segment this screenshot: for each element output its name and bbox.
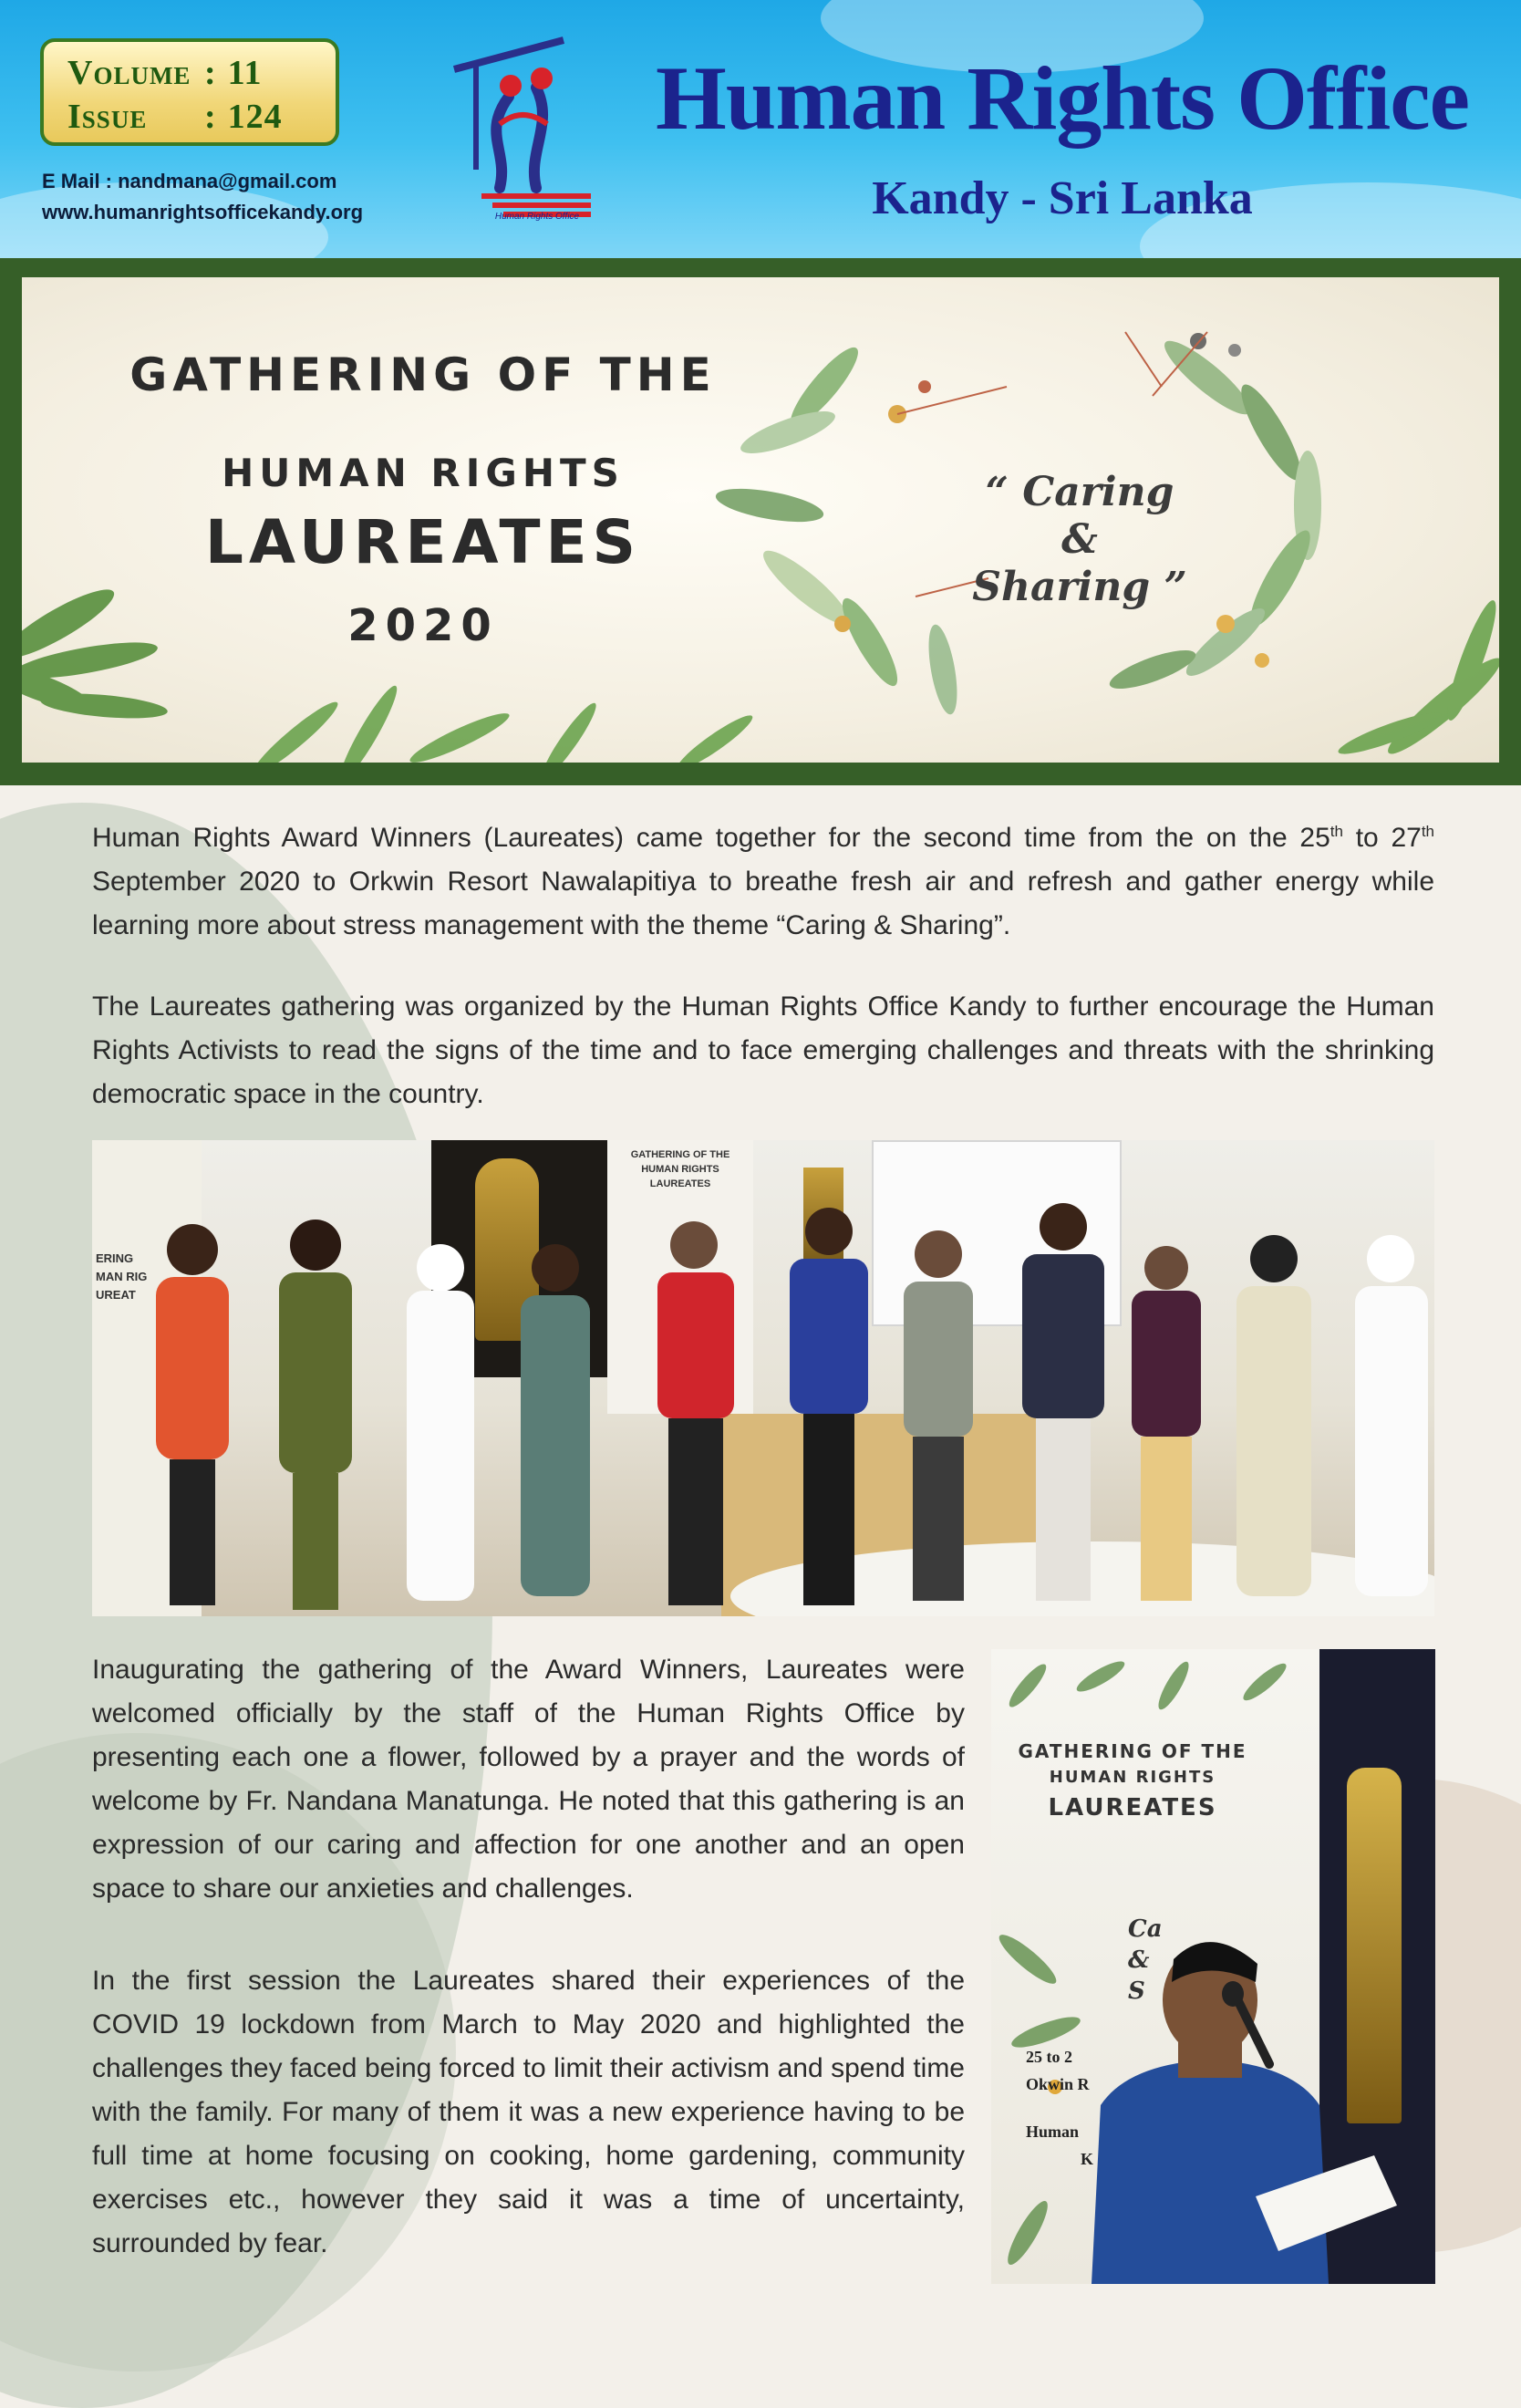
volume-value: 11: [227, 54, 263, 92]
banner-heading-line1: GATHERING OF THE: [129, 348, 717, 401]
standee-text-line: GATHERING OF THE: [1018, 1740, 1247, 1762]
standee-text-line: K: [1081, 2150, 1094, 2168]
volume-row: [67, 53, 263, 93]
contact-website: www.humanrightsofficekandy.org: [42, 201, 364, 223]
banner-theme: [970, 469, 1189, 611]
ordinal-suffix: th: [1421, 823, 1434, 840]
standee-text-line: Ca: [1128, 1915, 1163, 1943]
banner-heading-line2: HUMAN RIGHTS: [222, 451, 625, 495]
contact-email: E Mail : nandmana@gmail.com: [42, 170, 337, 192]
logo-caption: Human Rights Office: [494, 212, 580, 222]
standee-text-line: MAN RIG: [96, 1270, 148, 1283]
newsletter-header: [0, 0, 1521, 258]
standee-text-line: LAUREATES: [1048, 1794, 1217, 1822]
standee-text-line: Okwin R: [1026, 2075, 1090, 2093]
issue-separator: :: [204, 98, 217, 136]
standee-text-line: GATHERING OF THE: [630, 1149, 730, 1160]
people-silhouettes: [92, 1140, 1434, 1616]
volume-label: Volume: [67, 54, 191, 92]
standee-text-line: &: [1128, 1946, 1150, 1974]
standee-text-line: LAUREATES: [649, 1178, 711, 1189]
standee-text-line: HUMAN RIGHTS: [1049, 1768, 1216, 1787]
article-paragraph-3: Inaugurating the gathering of the Award Winners, Laureates were welcomed officially by the staff of the Human Rights Office by presenting each one a flower, followed by a prayer and the words of welcome by Fr. Nandana Manatunga. He noted that this gathering is an expression of our caring and affection for one another and an open space to share our anxieties and challenges.: [92, 1655, 965, 1904]
standee-text-line: UREAT: [96, 1288, 136, 1302]
article-paragraph-4: In the first session the Laureates shared their experiences of the COVID 19 lockdown from March to May 2020 and highlighted the challenges they faced being forced to limit their activism and spend time with the family. For many of them it was a new experience having to be full time at home focusing on cooking, home gardening, community exercises etc., however they said it was a time of uncertainty, surrounded by fear.: [92, 1966, 965, 2258]
p1-text: September 2020 to Orkwin Resort Nawalapitiya to breathe fresh air and refresh and gather energy while learning more about stress management with the theme “Caring & Sharing”.: [92, 867, 1434, 940]
issue-value: 124: [227, 98, 283, 136]
standee-text-line: S: [1128, 1977, 1145, 2005]
article-paragraph-1: [92, 816, 1434, 948]
speaker-photo: [991, 1649, 1435, 2284]
organization-logo: [445, 33, 609, 226]
issue-label: Issue: [67, 98, 148, 136]
person-figure: [156, 1224, 229, 1605]
logo-icon: [445, 33, 609, 226]
banner-year: 2020: [347, 600, 499, 651]
banner-heading-line3: LAUREATES: [204, 507, 642, 577]
p1-text: Human Rights Award Winners (Laureates) came together for the second time from the on the 25: [92, 823, 1330, 853]
volume-separator: :: [204, 54, 217, 92]
standee-text-line: Human: [1026, 2123, 1080, 2141]
article-paragraph-2: The Laureates gathering was organized by the Human Rights Office Kandy to further encourage the Human Rights Activists to read the signs of the time and to face emerging challenges and threats with the shrinking democratic space in the country.: [92, 991, 1434, 1109]
newsletter-subtitle: Kandy - Sri Lanka: [872, 172, 1253, 224]
speaker-figure: [991, 1649, 1435, 2284]
theme-line3: Sharing ”: [972, 564, 1187, 610]
standee-text-line: 25 to 2: [1026, 2048, 1072, 2066]
event-banner: [22, 277, 1499, 763]
p1-text: to 27: [1342, 823, 1422, 853]
theme-line1: “ Caring: [985, 469, 1174, 515]
theme-line2: &: [1061, 516, 1098, 563]
ordinal-suffix: th: [1330, 823, 1343, 840]
newsletter-title: Human Rights Office: [655, 47, 1470, 149]
standee-text-line: ERING: [96, 1251, 134, 1265]
volume-issue-box: [40, 38, 339, 146]
group-photo: [92, 1140, 1434, 1616]
issue-row: [67, 97, 283, 137]
standee-text-line: HUMAN RIGHTS: [641, 1164, 719, 1175]
